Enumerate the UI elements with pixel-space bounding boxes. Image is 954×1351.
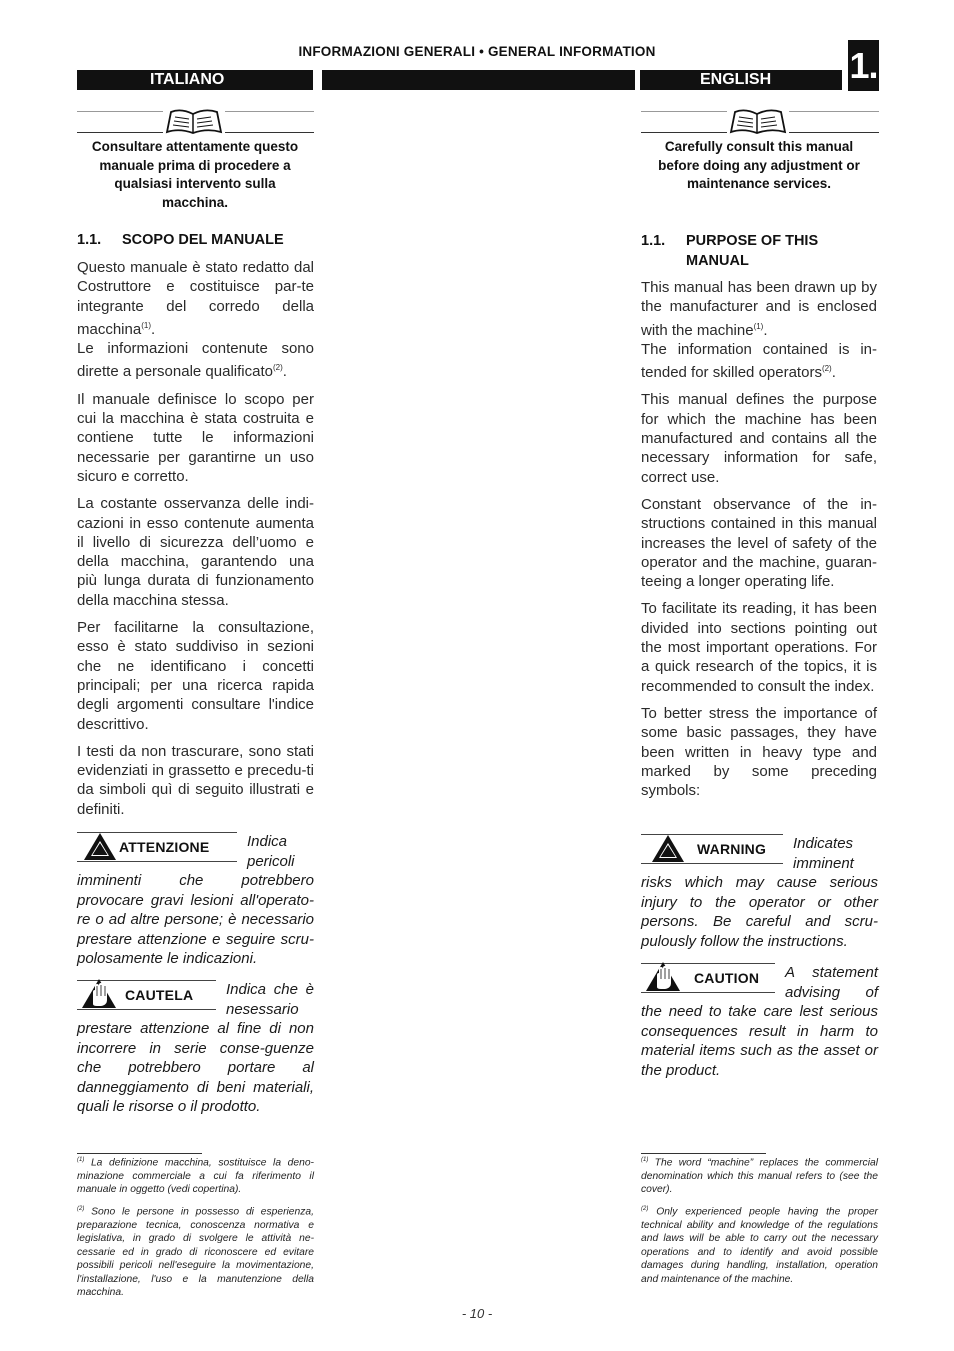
page-number: - 10 -	[461, 1306, 493, 1321]
footnote-mark-2: (2)	[77, 1205, 85, 1212]
chapter-number: 1.	[848, 40, 879, 91]
italian-caution-text: Indica che è nesessario prestare attenzione al fine di non incorrere in serie conse-guenze che potrebbero portare al danneggiamento di beni materiali, quali le risorse o il prodotto.	[77, 981, 314, 1115]
italian-book-rule	[77, 112, 314, 134]
caution-label-text: CAUTELA	[125, 987, 194, 1003]
english-book-rule	[641, 112, 879, 134]
english-section-number: 1.1.	[641, 233, 666, 249]
english-footnote-2: Only experienced people having the proper technical ability and knowledge of the regulations and laws will be able to carry out the necessary operations and to identify and avoid possible damages during handling, installation, operation and maintenance of the machine.	[641, 1206, 878, 1285]
italian-label: ITALIANO	[150, 71, 225, 88]
english-footnote-1: The word “machine” replaces the commercial denomination which this manual refers to (see the cover).	[641, 1157, 878, 1196]
english-caution-block	[641, 963, 878, 1080]
italian-caution-block	[77, 980, 314, 1117]
caution-badge	[641, 963, 775, 995]
english-bar	[640, 70, 842, 90]
hand-stop-icon	[645, 961, 681, 993]
middle-bar	[322, 70, 635, 90]
english-paragraph-1a: This manual has been drawn up by the manufacturer and is enclosed with the machine	[641, 279, 877, 339]
warning-triangle-icon	[651, 834, 685, 864]
english-paragraph-1b: The information contained is in-tended for skilled operators	[641, 340, 877, 382]
italian-footnote-1: La definizione macchina, sostituisce la deno-minazione commerciale a cui fa riferimento il manuale in oggetto (vedi copertina).	[77, 1157, 314, 1196]
italian-footnote-2: Sono le persone in possesso di esperienza, preparazione tecnica, conoscenza normativa e legislativa, in grado di svolgere le attività ne-cessarie ed in grado di riconoscere ed evitare possibili pericoli nell'eseguire la movimentazione, l'installazione, l'uso e la manutenzione della macchina.	[77, 1206, 314, 1299]
italian-section-title	[77, 230, 314, 250]
warning-label: WARNING	[697, 841, 767, 857]
italian-consult-note: Consultare attentamente questo manuale prima di procedere a qualsiasi intervento sulla macchina.	[91, 139, 299, 210]
italian-footnotes	[77, 1154, 314, 1306]
footnote-ref-1: (1)	[753, 321, 764, 331]
footnote-mark-2: (2)	[641, 1205, 649, 1212]
italian-paragraph-5: I testi da non trascurare, sono stati evidenziati in grassetto e precedu-ti da simboli quì di seguito illustrati e definiti.	[77, 742, 314, 818]
hand-stop-icon	[81, 978, 117, 1010]
english-paragraph-4: To facilitate its reading, it has been divided into sections pointing out the most important operations. For a quick research of the topics, it is recommended to consult the index.	[641, 600, 877, 695]
warning-badge	[641, 834, 783, 866]
english-paragraph-2: This manual defines the purpose for which the machine has been manufactured and contains all the necessary information for safe, correct use.	[641, 391, 877, 486]
italian-warning-block	[77, 832, 314, 969]
italian-paragraph-3: La costante osservanza delle indi-cazioni in esso contenute aumenta il livello di sicurezza dell’uomo e della macchina, garantendo una più lunga durata di funzionamento della macchina stessa.	[77, 495, 314, 609]
english-paragraph-3: Constant observance of the in-structions contained in this manual increases the level of safety of the operator and the machine, guaran-teeing a longer operating life.	[641, 495, 877, 591]
footnote-mark-1: (1)	[641, 1157, 649, 1163]
caution-badge	[77, 980, 216, 1012]
warning-label: ATTENZIONE	[119, 839, 210, 855]
italian-paragraph-2: Il manuale definisce lo scopo per cui la macchina è stata costruita e contiene tutte le informazioni necessarie per garantirne un uso sicuro e corretto.	[77, 390, 314, 485]
italian-paragraph-4: Per facilitarne la consultazione, esso è stato suddiviso in sezioni che ne identificano i concetti principali; per una ricerca rapida degli argomenti consultare l'indice descrittivo.	[77, 619, 314, 733]
book-icon	[163, 106, 225, 136]
italian-body: Questo manuale è stato redatto dal Costruttore e costituisce par-te integrante del corredo della macchina$^{(1)}$. Le informazioni contenute sono dirette a personale qualificato$^{(2)}$. Il manuale definisce lo scopo per cui la macchina è stata costruita e contiene tutte le informazioni necessarie per garantirne un uso sicuro e corretto. La costante osservanza delle indi-cazioni in esso contenute aumenta il livello di sicurezza dell’uomo e della macchina, garantendo una più lunga durata di funzionamento della macchina stessa. Per facilitarne la consultazione, esso è stato suddiviso in sezioni che ne identificano i concetti principali; per una ricerca rapida degli argomenti consultare l'indice descrittivo. I testi da non trascurare, sono stati evidenziati in grassetto e precedu-ti da simboli quì di seguito illustrati e definiti.	[77, 259, 314, 818]
caution-label	[125, 986, 193, 1006]
footnote-ref-1: (1)	[141, 320, 151, 330]
footnote-ref-2: (2)	[821, 364, 832, 374]
italian-section-number: 1.1.	[77, 232, 102, 248]
english-warning-block	[641, 834, 878, 951]
book-icon	[727, 106, 789, 136]
italian-paragraph-1b: Le informazioni contenute sono dirette a personale qualificato	[77, 340, 314, 381]
english-label: ENGLISH	[700, 71, 772, 88]
footnote-ref-2: (2)	[272, 363, 283, 373]
caution-label: CAUTION	[694, 970, 760, 986]
warning-triangle-icon	[83, 832, 117, 862]
italian-bar	[77, 70, 313, 90]
warning-badge	[77, 832, 237, 864]
footnote-mark-1: (1)	[77, 1157, 85, 1163]
english-caution-text: A statement advising of the need to take care lest serious consequences result in harm to material items such as the asset or the product.	[641, 964, 878, 1079]
english-section-title	[641, 231, 879, 271]
italian-paragraph-1a: Questo manuale è stato redatto dal Costruttore e costituisce par-te integrante del corredo della macchina	[77, 259, 314, 338]
english-consult-note: Carefully consult this manual before doing any adjustment or maintenance services.	[658, 139, 860, 191]
page-header-title: INFORMAZIONI GENERALI • GENERAL INFORMATION	[298, 44, 656, 59]
english-paragraph-5: To better stress the importance of some basic passages, they have been written in heavy type and marked by some preceding symbols:	[641, 704, 877, 800]
english-warning-text: Indicates imminent risks which may cause serious injury to the operator or other persons. Be careful and scru-pulously follow the instructions.	[641, 835, 878, 950]
english-footnotes	[641, 1154, 878, 1292]
english-section-heading: PURPOSE OF THIS MANUAL	[686, 233, 819, 269]
italian-warning-text: Indica pericoli imminenti che potrebbero provocare gravi lesioni all'operato-re o ad altre persone; è necessario prestare attenzione e seguire scru-polosamente le indicazioni.	[77, 833, 314, 967]
english-body: This manual has been drawn up by the manufacturer and is enclosed with the machine$^{(1)}$. The information contained is in-tended for skilled operators$^{(2)}$. This manual defines the purpose for which the machine has been manufactured and contains all the necessary information for safe, correct use. Constant observance of the in-structions contained in this manual increases the level of safety of the operator and the machine, guaran-teeing a longer operating life. To facilitate its reading, it has been divided into sections pointing out the most important operations. For a quick research of the topics, it is recommended to consult the index. To better stress the importance of some basic passages, they have been written in heavy type and marked by some preceding symbols:	[641, 279, 877, 800]
italian-section-heading: SCOPO DEL MANUALE	[122, 232, 284, 248]
